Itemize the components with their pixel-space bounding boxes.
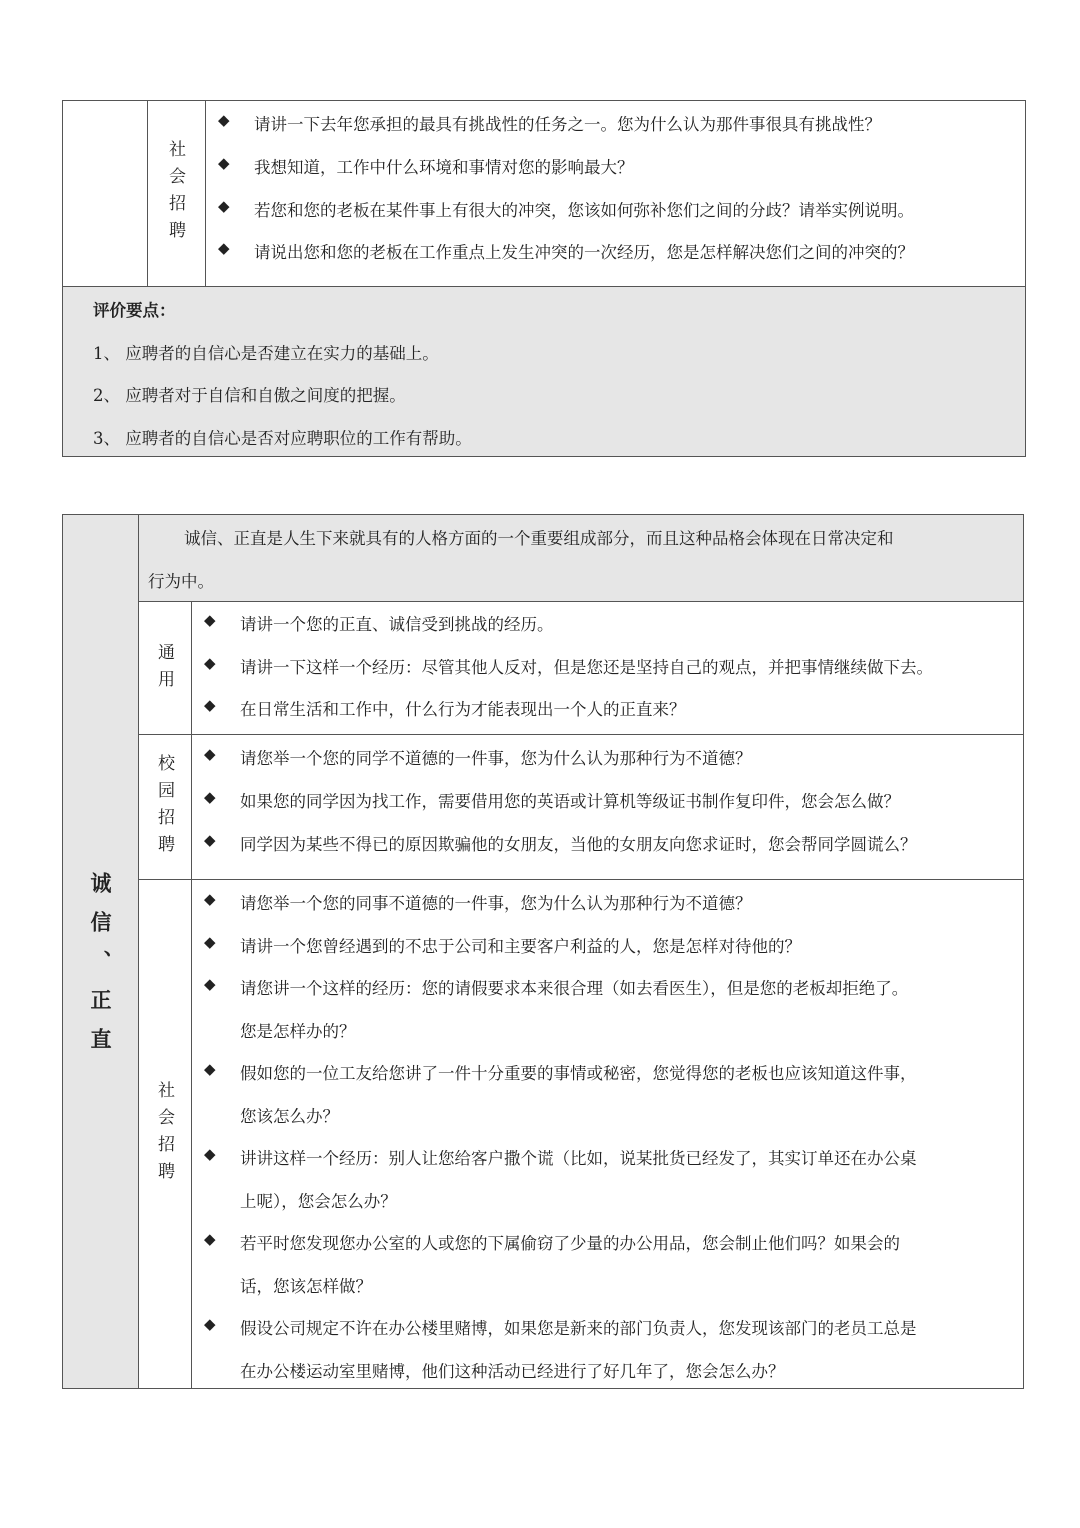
diamond-bullet-icon: ◆	[204, 788, 216, 806]
diamond-bullet-icon: ◆	[204, 890, 216, 908]
diamond-bullet-icon: ◆	[204, 611, 216, 629]
diamond-bullet-icon: ◆	[204, 654, 216, 672]
question-continuation: 您该怎么办？	[240, 1107, 339, 1126]
subgroup-label-social: 社会招聘	[165, 140, 185, 248]
diamond-bullet-icon: ◆	[218, 239, 230, 257]
intro-text: 行为中。	[148, 572, 214, 591]
diamond-bullet-icon: ◆	[204, 831, 216, 849]
question-continuation: 上呢），您会怎么办？	[240, 1192, 397, 1211]
diamond-bullet-icon: ◆	[218, 111, 230, 129]
subgroup-label-social: 社会招聘	[154, 1081, 174, 1189]
diamond-bullet-icon: ◆	[204, 745, 216, 763]
evaluation-point: 3、 应聘者的自信心是否对应聘职位的工作有帮助。	[93, 429, 472, 448]
diamond-bullet-icon: ◆	[204, 1230, 216, 1248]
diamond-bullet-icon: ◆	[204, 1145, 216, 1163]
diamond-bullet-icon: ◆	[218, 197, 230, 215]
diamond-bullet-icon: ◆	[204, 975, 216, 993]
question-continuation: 话，您该怎样做？	[240, 1277, 372, 1296]
question-continuation: 您是怎样办的？	[240, 1022, 356, 1041]
diamond-bullet-icon: ◆	[204, 696, 216, 714]
subgroup-label-campus: 校园招聘	[154, 754, 174, 862]
evaluation-point: 2、 应聘者对于自信和自傲之间度的把握。	[93, 386, 406, 405]
diamond-bullet-icon: ◆	[204, 933, 216, 951]
diamond-bullet-icon: ◆	[204, 1315, 216, 1333]
evaluation-title: 评价要点：	[93, 301, 176, 320]
evaluation-point: 1、 应聘者的自信心是否建立在实力的基础上。	[93, 344, 439, 363]
subgroup-label-general: 通用	[154, 643, 174, 697]
diamond-bullet-icon: ◆	[218, 154, 230, 172]
intro-text: 诚信、正直是人生下来就具有的人格方面的一个重要组成部分，而且这种品格会体现在日常决定和	[184, 529, 894, 548]
question-continuation: 在办公楼运动室里赌博，他们这种活动已经进行了好几年了，您会怎么办？	[240, 1362, 785, 1381]
diamond-bullet-icon: ◆	[204, 1060, 216, 1078]
category-label: 诚信、正直	[88, 872, 113, 1067]
